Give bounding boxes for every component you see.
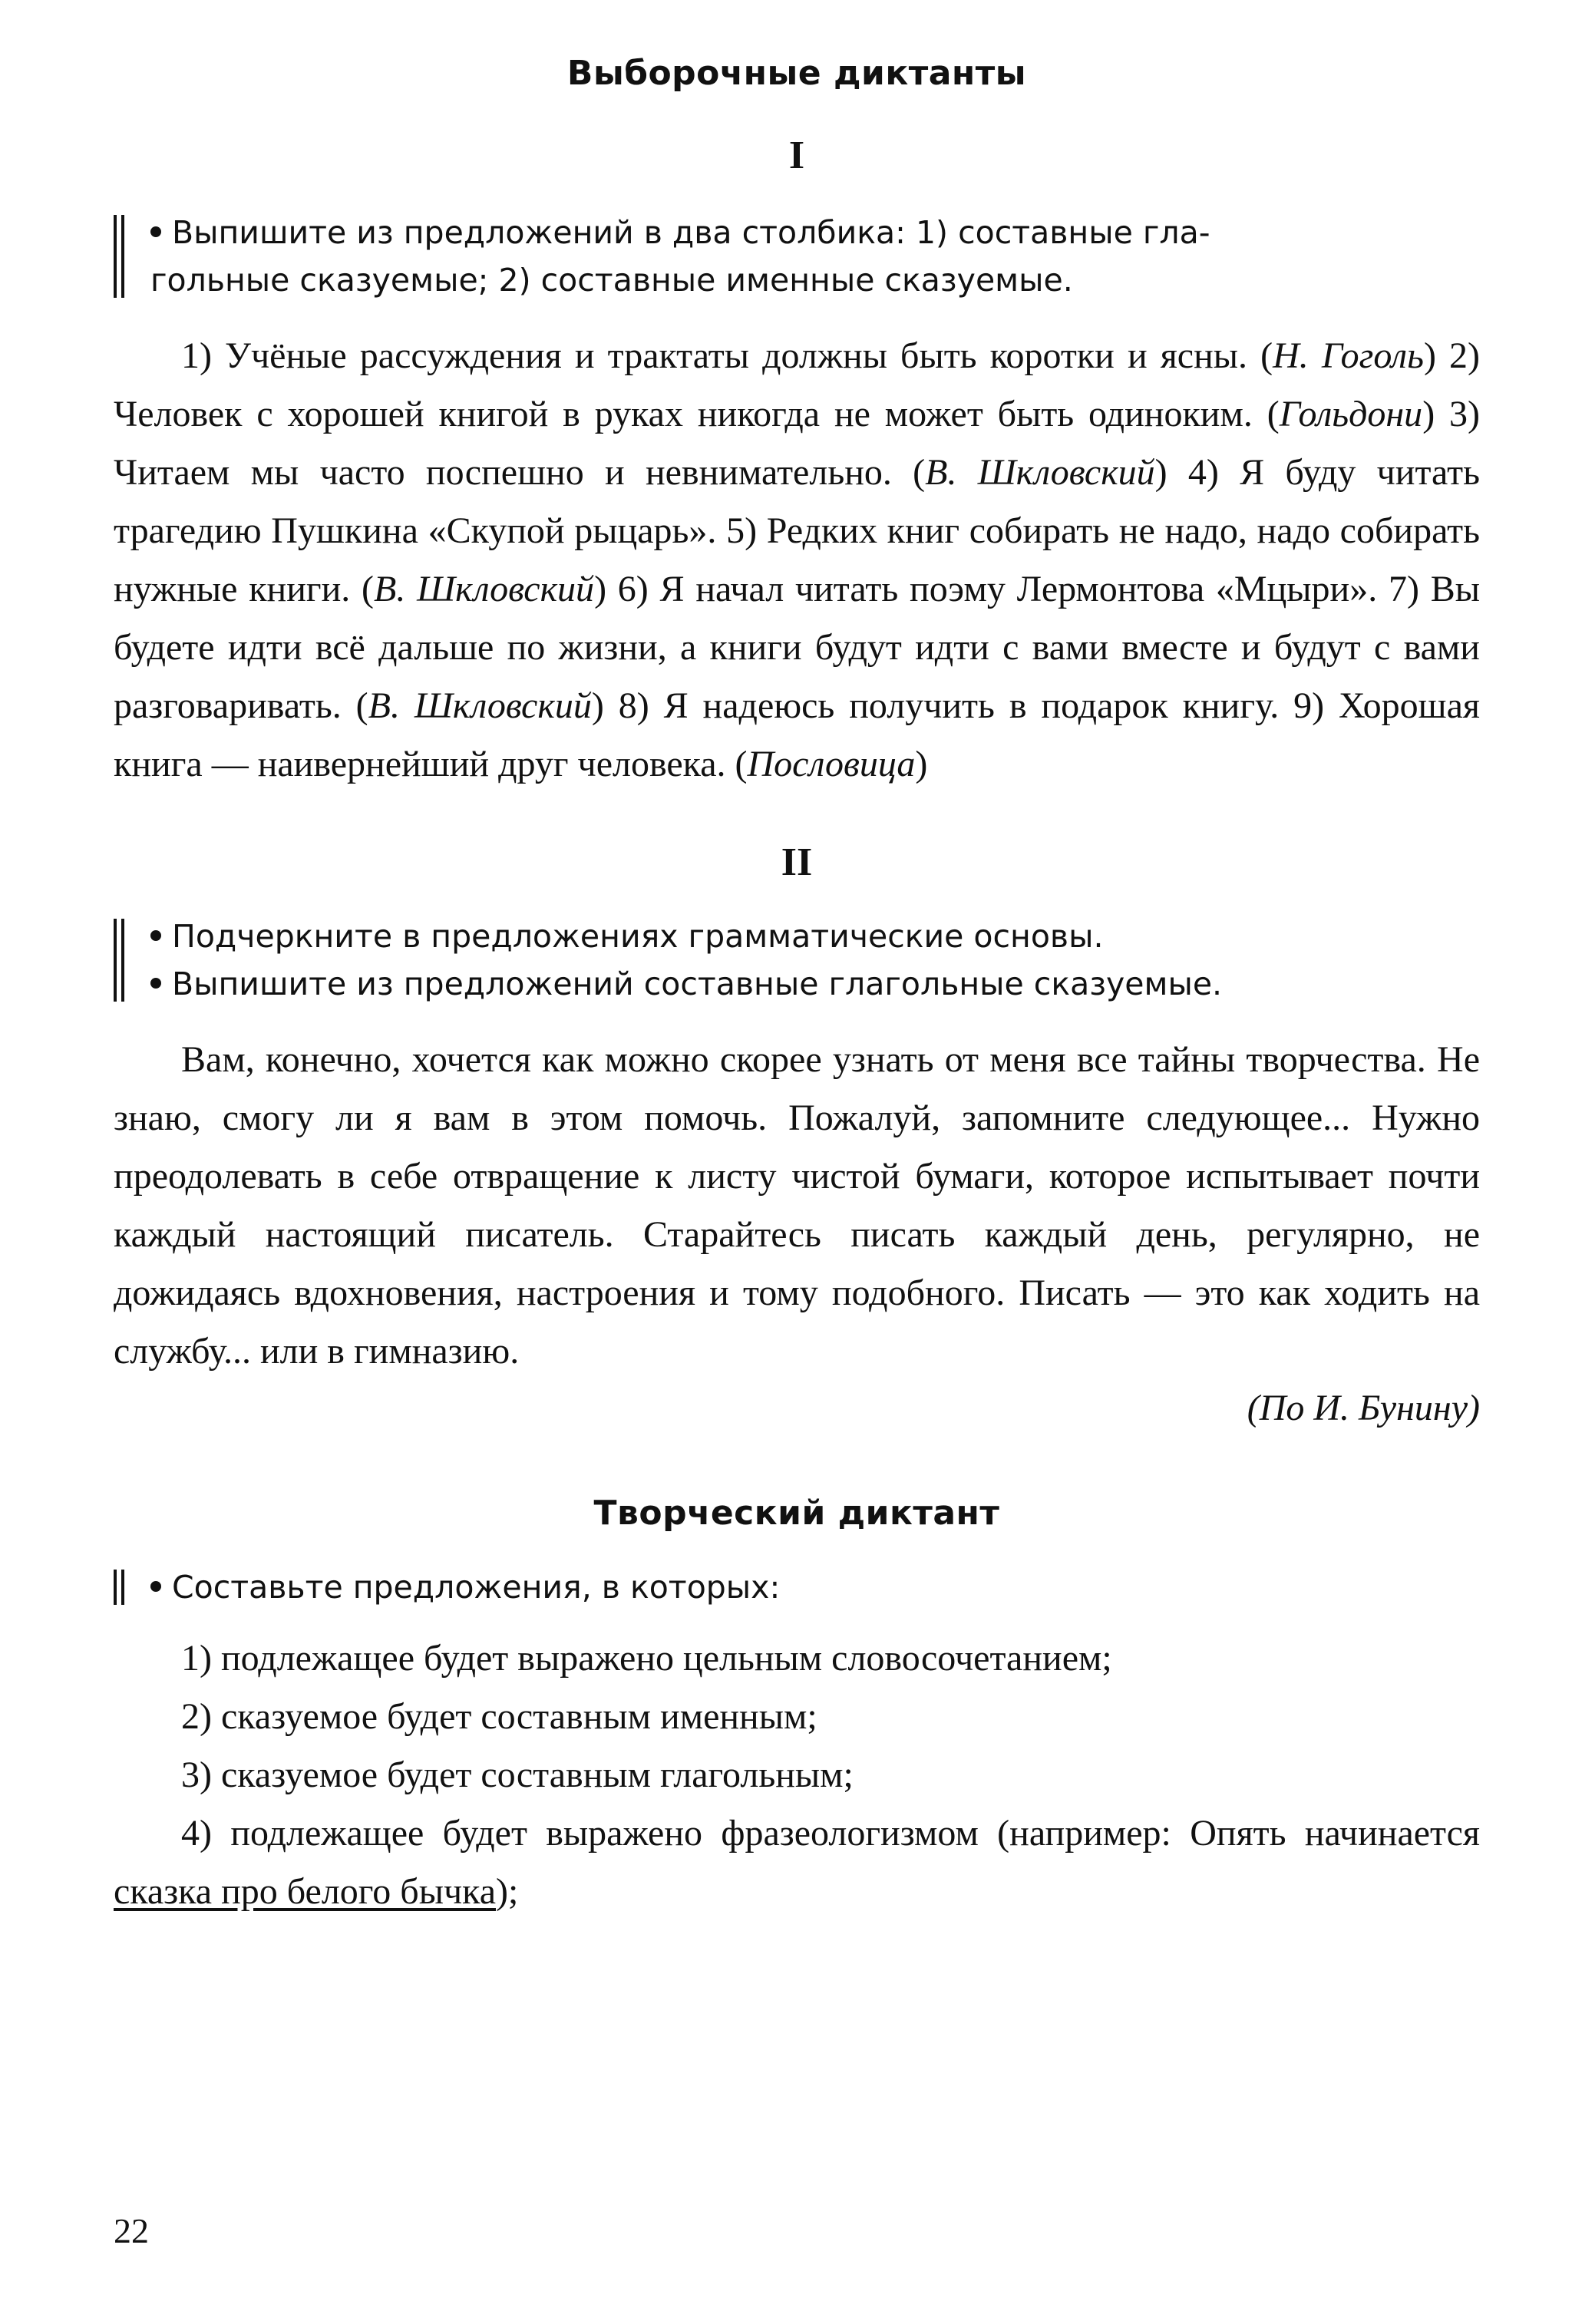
list-item: 1) подлежащее будет выражено цельным словосочетанием;	[181, 1638, 1112, 1679]
sentence: ) 4) Я буду читать трагедию Пушкина «Скупой рыцарь». 5) Редких книг собирать не надо, надо собирать нужные книги. (	[114, 452, 1480, 609]
author-name: В. Шкловский	[374, 569, 595, 609]
page-number: 22	[114, 2211, 149, 2250]
sentence: ) 8) Я надеюсь получить в подарок книгу. 9) Хорошая книга — наивернейший друг человека. (	[114, 685, 1480, 784]
bullet-icon	[150, 1581, 161, 1592]
paragraph	[114, 327, 1480, 794]
exercise-text-2	[114, 1031, 1480, 1381]
task-line	[150, 209, 1480, 256]
underlined-phrase: сказка про белого бычка	[114, 1871, 496, 1912]
page-content	[114, 46, 1480, 1921]
task-text: Подчеркните в предложениях грамматические основы.	[172, 918, 1104, 955]
task-marker-bars	[114, 215, 124, 298]
task-line-continued: гольные сказуемые; 2) составные именные сказуемые.	[150, 262, 1073, 299]
sentence: 1) Учёные рассуждения и трактаты должны быть коротки и ясны. (	[181, 335, 1273, 376]
task-text: Выпишите из предложений составные глагольные сказуемые.	[172, 966, 1223, 1002]
section-title-creative: Творческий диктант	[593, 1494, 1000, 1533]
sentence: ) 6) Я начал читать поэму Лермонтова «Мцыри». 7) Вы будете идти всё дальше по жизни, а книги будут идти с вами вместе и будут с вами разговаривать. (	[114, 569, 1480, 726]
bullet-icon	[150, 978, 161, 989]
task-box-3	[114, 1563, 1480, 1611]
sentence: ) 2) Человек с хорошей книгой в руках никогда не может быть одиноким. (	[114, 335, 1481, 434]
sentence: )	[915, 744, 928, 784]
task-line	[150, 913, 1480, 960]
bullet-icon	[150, 226, 161, 237]
author-name: Н. Гоголь	[1273, 335, 1424, 376]
source-credit: (По И. Бунину)	[1247, 1388, 1480, 1428]
task-marker-bars	[114, 1570, 124, 1605]
list-item: 2) сказуемое будет составным именным;	[181, 1696, 817, 1737]
bullet-icon	[150, 930, 161, 941]
paragraph: Вам, конечно, хочется как можно скорее узнать от меня все тайны творчества. Не знаю, смогу ли я вам в этом помочь. Пожалуй, запомните следующее... Нужно преодолевать в себе отвращение к листу чистой бумаги, которое испытывает почти каждый настоящий писатель. Старайтесь писать каждый день, регулярно, не дожидаясь вдохновения, настроения и тому подобного. Писать — это как ходить на службу... или в гимназию.	[114, 1039, 1480, 1372]
section-title-selective: Выборочные диктанты	[566, 54, 1027, 93]
part-numeral-2: II	[781, 840, 813, 884]
task-text: Выпишите из предложений в два столбика: 1) составные гла-	[172, 214, 1210, 251]
task-line	[150, 1563, 1480, 1611]
task-text: Составьте предложения, в которых:	[172, 1569, 781, 1606]
task-box-1	[114, 209, 1480, 304]
author-name: В. Шкловский	[368, 685, 592, 726]
item-text: );	[496, 1871, 519, 1912]
task-line	[150, 960, 1480, 1008]
sentence: ) 3) Читаем мы часто поспешно и невнимательно. (	[114, 394, 1481, 493]
creative-items	[114, 1629, 1480, 1921]
author-name: В. Шкловский	[925, 452, 1155, 493]
task-marker-bars	[114, 919, 124, 1002]
task-box-2	[114, 913, 1480, 1008]
list-item: 3) сказуемое будет составным глагольным;	[181, 1755, 854, 1795]
exercise-text-1	[114, 327, 1480, 794]
item-text: 4) подлежащее будет выражено фразеологизмом (например: Опять начинается	[181, 1813, 1480, 1854]
list-item	[114, 1804, 1480, 1921]
author-name: Гольдони	[1279, 394, 1423, 434]
part-numeral-1: I	[788, 134, 805, 177]
author-name: Пословица	[747, 744, 916, 784]
